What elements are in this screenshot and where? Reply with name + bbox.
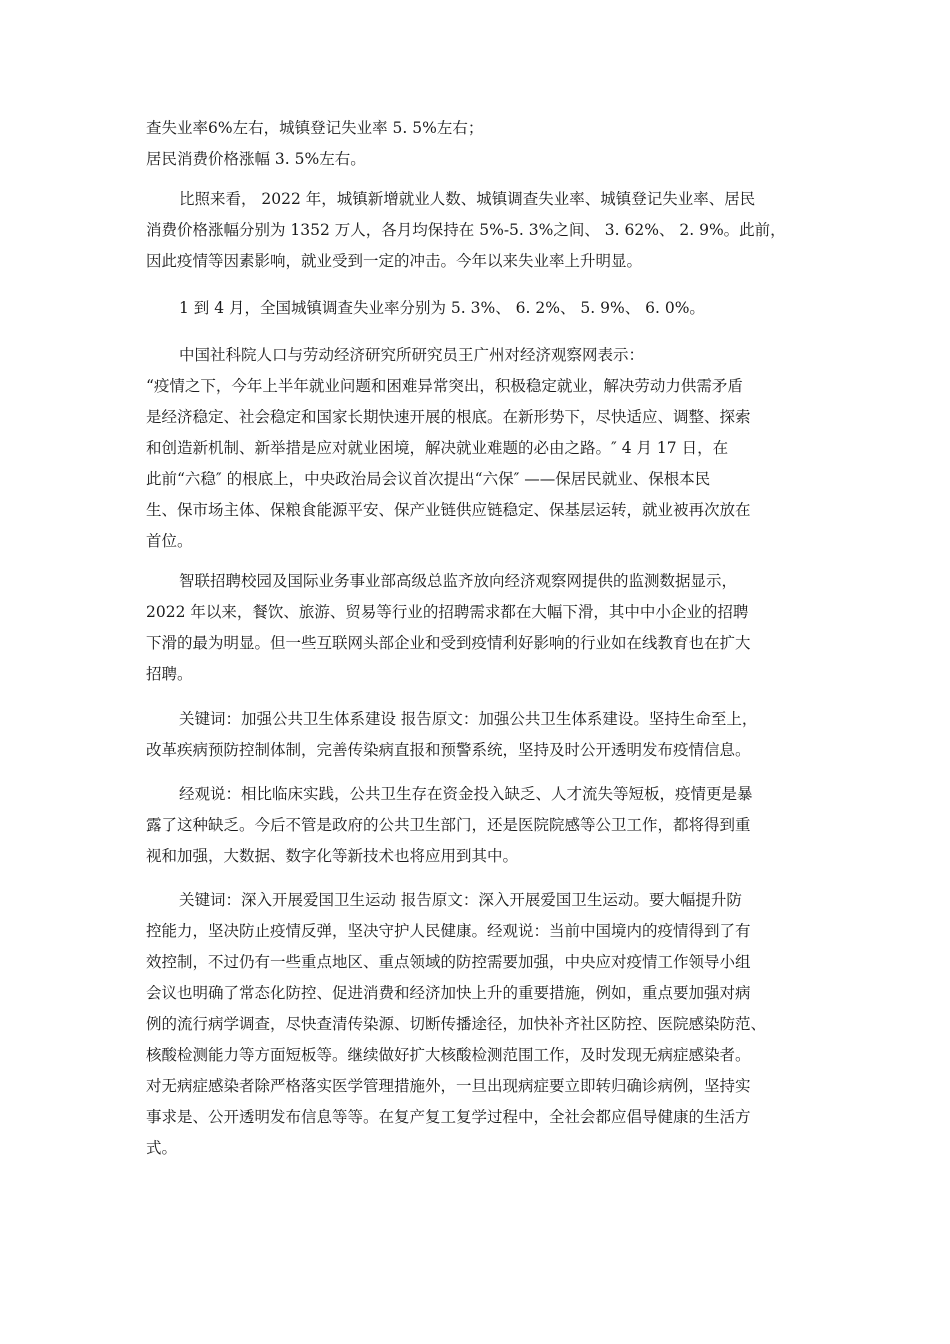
text-line: 2022 年以来，餐饮、旅游、贸易等行业的招聘需求都在大幅下滑，其中中小企业的招聘 [146, 603, 749, 621]
text-line: 因此疫情等因素影响，就业受到一定的冲击。今年以来失业率上升明显。 [146, 252, 643, 270]
text-line: 首位。 [146, 532, 193, 550]
text-line: 比照来看， 2022 年，城镇新增就业人数、城镇调查失业率、城镇登记失业率、居民 [179, 190, 756, 208]
text-line: 经观说：相比临床实践，公共卫生存在资金投入缺乏、人才流失等短板，疫情更是暴 [179, 785, 753, 803]
text-line: 事求是、公开透明发布信息等等。在复产复工复学过程中，全社会都应倡导健康的生活方 [146, 1108, 751, 1126]
paragraph-unemployment-targets [146, 113, 816, 175]
text-line: 智联招聘校园及国际业务事业部高级总监齐放向经济观察网提供的监测数据显示， [179, 572, 738, 590]
text-line: 改革疾病预防控制体制，完善传染病直报和预警系统，坚持及时公开透明发布疫情信息。 [146, 741, 751, 759]
text-line: 效控制，不过仍有一些重点地区、重点领域的防控需要加强，中央应对疫情工作领导小组 [146, 953, 751, 971]
text-line: 对无病症感染者除严格落实医学管理措施外，一旦出现病症要立即转归确诊病例，坚持实 [146, 1077, 751, 1095]
text-line: 查失业率6%左右，城镇登记失业率 5. 5%左右； [146, 119, 484, 137]
text-line: 和创造新机制、新举措是应对就业困境，解决就业难题的必由之路。″ 4 月 17 日，在 [146, 439, 729, 457]
text-line: 招聘。 [146, 665, 193, 683]
text-line: 消费价格涨幅分别为 1352 万人，各月均保持在 5%-5. 3%之间、 3. 62%、 2. 9%。此前， [146, 221, 786, 239]
text-line: 此前“六稳″ 的根底上，中央政治局会议首次提出“六保″ ——保居民就业、保根本民 [146, 470, 711, 488]
text-line: 中国社科院人口与劳动经济研究所研究员王广州对经济观察网表示： [179, 346, 645, 364]
text-line: 是经济稳定、社会稳定和国家长期快速开展的根底。在新形势下，尽快适应、调整、探索 [146, 408, 751, 426]
text-line: 核酸检测能力等方面短板等。继续做好扩大核酸检测范围工作，及时发现无病症感染者。 [146, 1046, 751, 1064]
text-line: 居民消费价格涨幅 3. 5%左右。 [146, 150, 366, 168]
paragraph-jan-apr-unemployment [146, 293, 816, 324]
paragraph-public-health-commentary [146, 779, 816, 872]
text-line: 控能力，坚决防止疫情反弹，坚决守护人民健康。经观说：当前中国境内的疫情得到了有 [146, 922, 751, 940]
paragraph-recruitment-data [146, 566, 816, 690]
text-line: 下滑的最为明显。但一些互联网头部企业和受到疫情利好影响的行业如在线教育也在扩大 [146, 634, 751, 652]
paragraph-expert-quote [146, 340, 816, 557]
text-line: 关键词：加强公共卫生体系建设 报告原文：加强公共卫生体系建设。坚持生命至上， [179, 710, 758, 728]
text-line: 会议也明确了常态化防控、促进消费和经济加快上升的重要措施，例如，重点要加强对病 [146, 984, 751, 1002]
paragraph-patriotic-health-keyword [146, 885, 816, 1164]
text-line: 例的流行病学调查，尽快查清传染源、切断传播途径，加快补齐社区防控、医院感染防范、 [146, 1015, 767, 1033]
text-line: 露了这种缺乏。今后不管是政府的公共卫生部门，还是医院院感等公卫工作，都将得到重 [146, 816, 751, 834]
text-line: 式。 [146, 1139, 178, 1157]
text-line: 视和加强，大数据、数字化等新技术也将应用到其中。 [146, 847, 519, 865]
text-line: 1 到 4 月，全国城镇调查失业率分别为 5. 3%、 6. 2%、 5. 9%、 6. 0%。 [179, 299, 705, 317]
paragraph-2022-comparison [146, 184, 816, 277]
text-line: 生、保市场主体、保粮食能源平安、保产业链供应链稳定、保基层运转，就业被再次放在 [146, 501, 751, 519]
text-line: 关键词：深入开展爱国卫生运动 报告原文：深入开展爱国卫生运动。要大幅提升防 [179, 891, 742, 909]
text-line: “疫情之下，今年上半年就业问题和困难异常突出，积极稳定就业，解决劳动力供需矛盾 [146, 377, 743, 395]
paragraph-public-health-keyword [146, 704, 816, 766]
